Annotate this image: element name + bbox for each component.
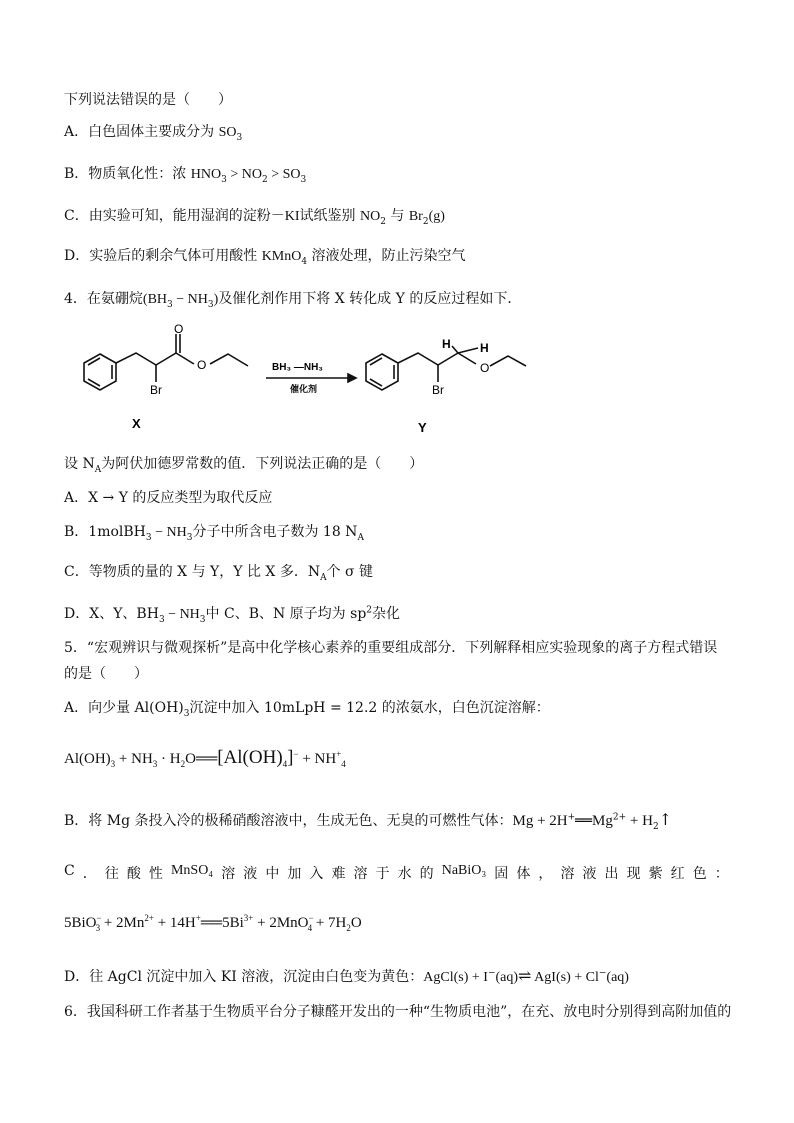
q4-option-c: C．等物质的量的 X 与 Y，Y 比 X 多．$N_A$个 σ 键: [64, 564, 374, 583]
q5-option-b: B．将 Mg 条投入冷的极稀硝酸溶液中，生成无色、无臭的可燃性气体：$Mg + 2H^+══Mg^{2+}$ + $H_2↑$: [64, 810, 673, 832]
q6-stem: 6．我国科研工作者基于生物质平台分子糠醛开发出的一种“生物质电池”，在充、放电时分别得到高附加值的: [64, 1004, 732, 1020]
y-chain: [398, 353, 476, 365]
q4-option-d: D．X、Y、$BH_3 - NH_3$中 C、B、N 原子均为 $sp^2$杂化: [64, 605, 401, 625]
q5-option-d: D．往 AgCl 沉淀中加入 KI 溶液，沉淀由白色变为黄色：AgCl(s) + I−(aq)⇌ AgI(s) + Cl−(aq): [64, 966, 629, 985]
x-benzene-ring: [84, 354, 116, 390]
x-oxygen-carbonyl: O: [174, 322, 184, 336]
y-label: Y: [418, 420, 427, 435]
y-hydrogen-1: H: [442, 337, 451, 351]
x-label: X: [132, 416, 141, 431]
reagent-label: BH₃ —NH₃: [272, 362, 323, 373]
y-hydrogen-2: H: [480, 341, 489, 355]
q5-stem-line2: 的是（ ）: [64, 666, 148, 682]
q4-intro: 设 $N_A$为阿伏加德罗常数的值．下列说法正确的是（ ）: [64, 456, 424, 475]
q5-stem-line1: 5．“宏观辨识与微观探析”是高中化学核心素养的重要组成部分．下列解释相应实验现象的离子方程式错误: [64, 640, 718, 656]
x-bromine: Br: [150, 383, 162, 397]
q5-option-c: C ． 往 酸 性 MnSO₄ 溶 液 中 加 入 难 溶 于 水 的 NaBiO₃ 固 体 ， 溶 液 出 现 紫 红 色 ：: [64, 863, 729, 882]
q5-equation-c: $5BiO^-_3 + 2Mn^{2+}$ + $14H^+══5Bi^{3+} + 2MnO^-_4 + 7H_2O$: [64, 913, 362, 933]
q5-equation-a: $Al(OH)_3 + NH_3$ · $H_2O══[Al(OH)_4]^- + NH^+_4$: [64, 747, 346, 769]
q3-option-c: C．由实验可知，能用湿润的淀粉－KI试纸鉴别 $NO_2$ 与 $Br_2(g)$: [64, 208, 445, 227]
q3-stem: 下列说法错误的是（ ）: [64, 92, 232, 108]
y-oxygen: O: [480, 361, 490, 375]
q3-option-a: A．白色固体主要成分为 $SO_3$: [64, 124, 243, 143]
q3-option-d: D．实验后的剩余气体可用酸性 KMnO$_4$ 溶液处理，防止污染空气: [64, 248, 466, 267]
q4-stem: 4．在氨硼烷$(BH_3 - NH_3)$及催化剂作用下将 X 转化成 Y 的反应过程如下．: [64, 291, 522, 310]
reaction-scheme: [60, 322, 540, 440]
q4-option-b: B．1molBH$_3$ − $NH_3$分子中所含电子数为 18 $N_A$: [64, 524, 364, 543]
y-bromine: Br: [432, 383, 444, 397]
q4-option-a: A．X → Y 的反应类型为取代反应: [64, 490, 273, 506]
q5-option-a: A．向少量 $Al(OH)_3$沉淀中加入 10mLpH = 12.2 的浓氨水，白色沉淀溶解：: [64, 700, 550, 719]
x-chain: [116, 353, 194, 365]
q3-option-b: B．物质氧化性：浓 $HNO_3 > NO_2 > SO_3$: [64, 166, 307, 185]
x-oxygen-ester: O: [197, 358, 207, 372]
catalyst-label: 催化剂: [290, 384, 318, 394]
